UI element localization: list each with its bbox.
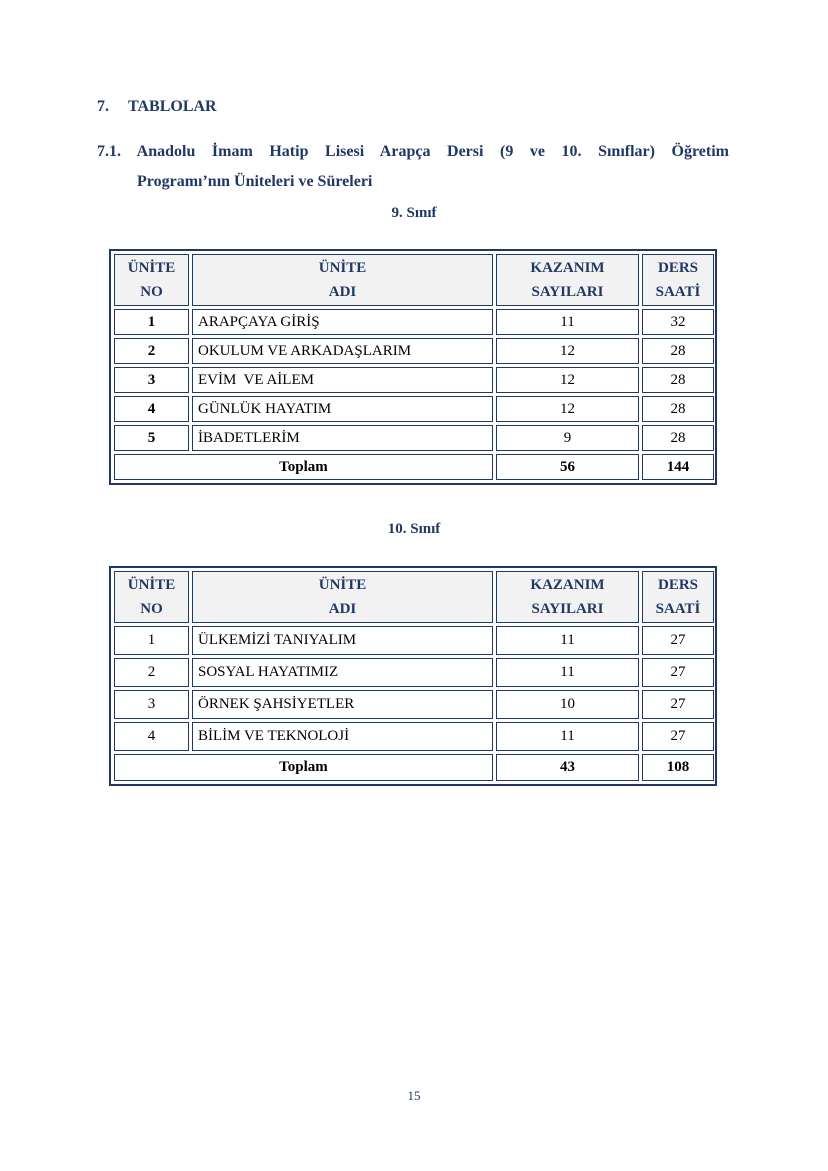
- unit-no: 4: [114, 396, 189, 422]
- total-lesson-hours: 144: [642, 454, 714, 480]
- total-outcome-count: 56: [496, 454, 639, 480]
- outcome-count: 11: [496, 626, 639, 655]
- grade9-table: [109, 249, 717, 485]
- table-row: [114, 658, 714, 687]
- header-lesson-hours: DERS SAATİ: [642, 254, 714, 306]
- lesson-hours: 28: [642, 338, 714, 364]
- unit-name: GÜNLÜK HAYATIM: [192, 396, 493, 422]
- grade10-caption: 10. Sınıf: [387, 521, 441, 537]
- unit-no: 3: [114, 690, 189, 719]
- grade9-caption: 9. Sınıf: [391, 205, 437, 221]
- unit-name: ÖRNEK ŞAHSİYETLER: [192, 690, 493, 719]
- lesson-hours: 28: [642, 367, 714, 393]
- outcome-count: 10: [496, 690, 639, 719]
- total-outcome-count: 43: [496, 754, 639, 781]
- header-unit-name: ÜNİTE ADI: [192, 571, 493, 623]
- table-row: [114, 309, 714, 335]
- unit-name: ÜLKEMİZİ TANIYALIM: [192, 626, 493, 655]
- subsection-title-line1: [97, 137, 729, 167]
- section-title: TABLOLAR: [128, 98, 217, 115]
- unit-name: SOSYAL HAYATIMIZ: [192, 658, 493, 687]
- unit-no: 4: [114, 722, 189, 751]
- unit-no: 2: [114, 338, 189, 364]
- lesson-hours: 27: [642, 626, 714, 655]
- table-row: [114, 425, 714, 451]
- subsection-heading: [97, 137, 729, 197]
- header-outcome-count: KAZANIM SAYILARI: [496, 571, 639, 623]
- unit-name: BİLİM VE TEKNOLOJİ: [192, 722, 493, 751]
- lesson-hours: 28: [642, 396, 714, 422]
- section-heading: [97, 98, 217, 116]
- unit-name: İBADETLERİM: [192, 425, 493, 451]
- grade9-header-row: [114, 254, 714, 306]
- total-lesson-hours: 108: [642, 754, 714, 781]
- unit-no: 3: [114, 367, 189, 393]
- unit-name: ARAPÇAYA GİRİŞ: [192, 309, 493, 335]
- section-number: 7.: [97, 98, 109, 115]
- header-unit-name: ÜNİTE ADI: [192, 254, 493, 306]
- outcome-count: 11: [496, 722, 639, 751]
- outcome-count: 11: [496, 309, 639, 335]
- subsection-title-text: Anadolu İmam Hatip Lisesi Arapça Dersi (9 ve 10. Sınıflar) Öğretim: [136, 143, 729, 160]
- unit-no: 1: [114, 309, 189, 335]
- outcome-count: 12: [496, 367, 639, 393]
- table-row: [114, 396, 714, 422]
- lesson-hours: 32: [642, 309, 714, 335]
- lesson-hours: 27: [642, 658, 714, 687]
- total-row: [114, 754, 714, 781]
- subsection-title-line2: Programı’nın Üniteleri ve Süreleri: [137, 173, 373, 190]
- table-row: [114, 722, 714, 751]
- header-outcome-count: KAZANIM SAYILARI: [496, 254, 639, 306]
- lesson-hours: 27: [642, 690, 714, 719]
- unit-name: EVİM VE AİLEM: [192, 367, 493, 393]
- header-unit-no: ÜNİTE NO: [114, 571, 189, 623]
- unit-no: 5: [114, 425, 189, 451]
- outcome-count: 12: [496, 396, 639, 422]
- lesson-hours: 28: [642, 425, 714, 451]
- unit-no: 1: [114, 626, 189, 655]
- total-label: Toplam: [114, 454, 493, 480]
- subsection-number: 7.1.: [97, 143, 121, 160]
- grade10-table: [109, 566, 717, 786]
- total-label: Toplam: [114, 754, 493, 781]
- table-row: [114, 690, 714, 719]
- unit-no: 2: [114, 658, 189, 687]
- unit-name: OKULUM VE ARKADAŞLARIM: [192, 338, 493, 364]
- page-number: 15: [407, 1088, 421, 1103]
- outcome-count: 9: [496, 425, 639, 451]
- table-row: [114, 338, 714, 364]
- outcome-count: 12: [496, 338, 639, 364]
- grade10-header-row: [114, 571, 714, 623]
- table-row: [114, 367, 714, 393]
- lesson-hours: 27: [642, 722, 714, 751]
- table-row: [114, 626, 714, 655]
- header-unit-no: ÜNİTE NO: [114, 254, 189, 306]
- header-lesson-hours: DERS SAATİ: [642, 571, 714, 623]
- total-row: [114, 454, 714, 480]
- outcome-count: 11: [496, 658, 639, 687]
